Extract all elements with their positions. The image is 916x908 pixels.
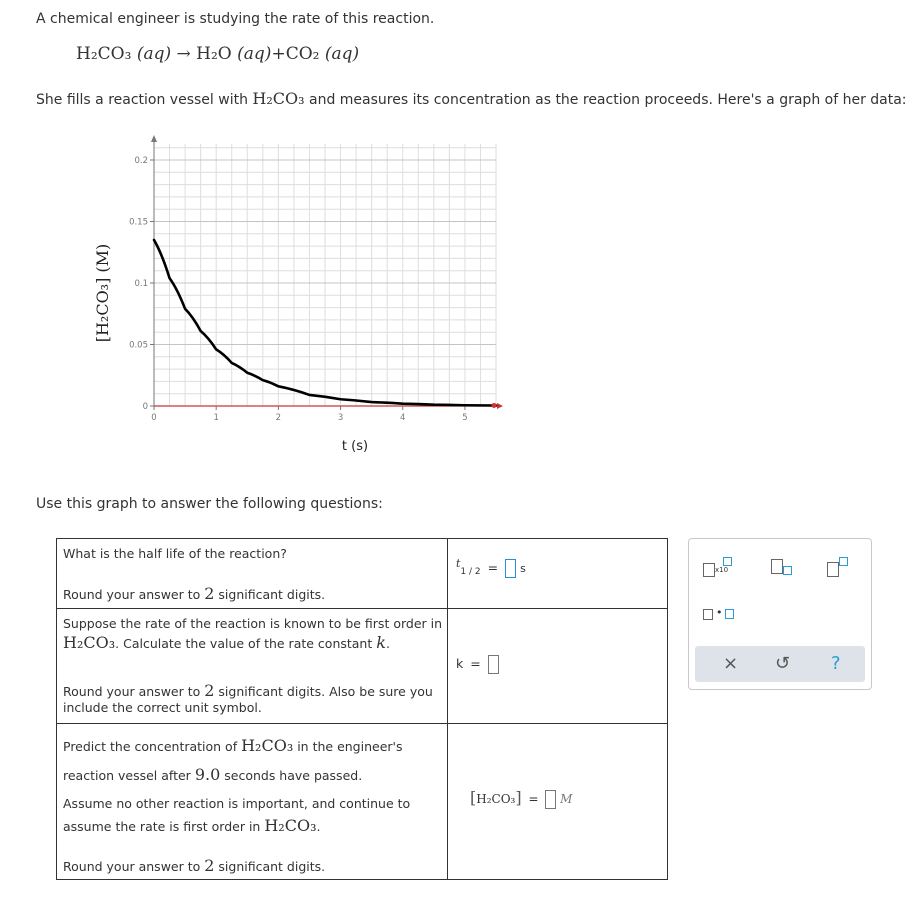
curve-end-marker [492,403,497,408]
q3-assume-line2: assume the rate is first order in H₂CO₃. [63,816,321,835]
y-tick-label: 0.05 [129,340,148,351]
description-species: H₂CO₃ [252,89,305,108]
product-co2: CO₂ [285,44,320,64]
x-tick-label: 5 [462,413,468,423]
concentration-chart [80,130,520,470]
half-life-subscript: 1 / 2 [460,567,481,577]
subscript-button[interactable] [771,557,795,579]
plus-sign: + [271,44,286,64]
questions-table [56,538,668,880]
y-tick-label: 0.1 [134,279,148,289]
description-post: and measures its concentration as the reaction proceeds. Here's a graph of her data: [304,92,907,108]
reaction-arrow: → [176,44,191,64]
x-tick-label: 4 [400,413,406,423]
concentration-unit: M [560,792,573,806]
x10-label: x10 [715,566,729,574]
use-graph-text: Use this graph to answer the following questions: [36,496,383,512]
q3-assume-line1: Assume no other reaction is important, and continue to [63,796,411,811]
rate-constant-input[interactable] [488,655,499,674]
q3-line2: reaction vessel after 9.0 seconds have passed. [63,765,363,784]
dot-icon: • [716,606,723,619]
x-tick-label: 2 [275,413,282,423]
product-water: H₂O [196,44,232,64]
concentration-species: H₂CO₃ [476,792,516,806]
y-axis-label: [H₂CO₃] (M) [93,243,112,343]
product-water-state: (aq) [237,44,272,64]
question-3 [57,724,448,880]
concentration-input[interactable] [545,790,556,809]
subscript-box-icon [783,566,792,575]
half-life-unit: s [520,562,526,575]
y-tick-label: 0.2 [134,156,148,166]
q3-line1: Predict the concentration of H₂CO₃ in the engineer's [63,736,403,755]
product-co2-state: (aq) [324,44,360,64]
main-box-icon [827,562,839,577]
description-pre: She fills a reaction vessel with [36,92,253,108]
x-tick-label: 1 [213,413,219,423]
reactant-state: (aq) [136,44,172,64]
superscript-box-icon [839,557,848,566]
x-axis-label: t (s) [341,439,369,454]
clear-icon[interactable]: × [723,653,739,674]
q2-round-line2: include the correct unit symbol. [63,700,262,715]
answer-2 [448,609,668,724]
x-tick-label: 0 [151,413,157,423]
multiply-dot-button[interactable] [703,607,739,623]
reactant: H₂CO₃ [76,44,132,64]
main-box-icon [771,559,783,574]
x-axis-arrow-icon [497,403,503,409]
base-box-icon [703,563,715,577]
left-bracket-icon: [ [470,788,477,807]
right-bracket-icon: ] [515,788,522,807]
y-tick-label: 0.15 [129,217,148,228]
exponent-box-icon [723,557,732,566]
description [36,89,907,108]
x-tick-label: 3 [337,413,344,423]
undo-icon[interactable]: ↺ [775,653,791,674]
half-life-input[interactable] [505,559,516,578]
rate-constant-equals: = [470,656,481,671]
q1-prompt: What is the half life of the reaction? [63,546,287,561]
superscript-button[interactable] [827,557,851,579]
answer-3 [448,724,668,880]
q2-line2: H₂CO₃. Calculate the value of the rate constant k. [63,633,390,652]
q1-round: Round your answer to 2 significant digits. [63,584,326,603]
concentration-equals: = [528,792,539,806]
q2-line1: Suppose the rate of the reaction is known to be first order in [63,616,443,631]
answer-1 [448,539,668,609]
q3-round: Round your answer to 2 significant digits. [63,856,326,875]
half-life-t: t [456,557,461,570]
left-box-icon [703,609,713,620]
keypad-action-bar [695,646,865,682]
intro-text: A chemical engineer is studying the rate of this reaction. [36,11,435,27]
math-keypad [688,538,872,690]
right-box-icon [725,609,734,619]
half-life-equals: = [487,560,499,575]
question-1 [57,539,448,609]
reaction-equation [76,44,359,64]
q2-round: Round your answer to 2 significant digits. Also be sure you [63,681,433,700]
rate-constant-k: k [456,656,464,671]
y-tick-label: 0 [142,402,148,412]
scientific-notation-button[interactable] [703,557,735,579]
question-2 [57,609,448,724]
y-axis-arrow-icon [151,135,157,142]
help-icon[interactable]: ? [831,653,841,674]
